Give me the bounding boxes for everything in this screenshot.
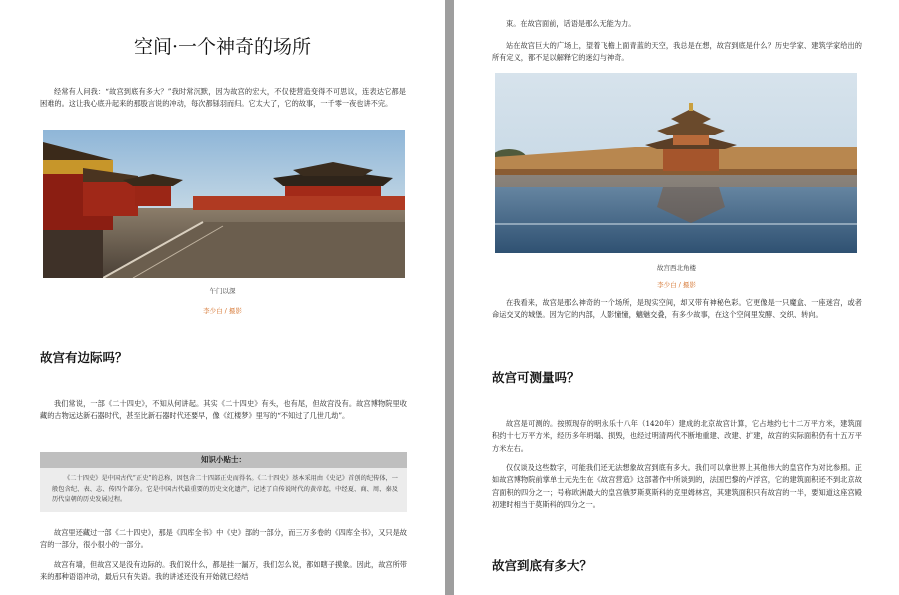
paragraph-square: 站在故宫巨大的广场上，望着飞檐上面青蓝的天空，我总是在想，故宫到底是什么？历史学家、建筑学家给出的所有定义，都不足以解释它的迷幻与神奇。 <box>492 41 862 63</box>
page-title: 空间·一个神奇的场所 <box>133 36 312 58</box>
paragraph-magic-place: 在我看来，故宫是那么神奇的一个场所，是现实空间，却又带有神秘色彩。它更像是一只魔盒、一座迷宫，或者命运交叉的城堡。因为它的内部，人影憧憧，魑魅交叠，有多少故事，在这个空间里发酵、交织、转向。 <box>492 298 862 320</box>
paragraph-measurement: 故宫是可测的。按照现存的明永乐十八年（1420年）建成的北京故宫计算，它占地约七十二万平方米，建筑面积约十七万平方米，经历多年坍塌、损毁，也经过明清两代不断地重建、改建、扩建，故宫的实际面积仍有十五万平方米左右。 <box>492 419 862 453</box>
photo-corner-tower <box>495 73 857 253</box>
paragraph-boundary: 我们常说，一部《二十四史》，不知从何讲起。其实《二十四史》有头，也有尾，但故宫没有。故宫博物院里收藏的古物远达新石器时代，甚至比新石器时代还要早，像《红楼梦》里写的“不知过了几世几劫”。 <box>40 399 407 421</box>
section-heading-how-big: 故宫到底有多大？ <box>492 558 593 573</box>
left-page <box>0 0 445 595</box>
section-heading-measurable: 故宫可测量吗？ <box>492 370 580 385</box>
photo2-credit: 李少白 / 摄影 <box>657 281 696 289</box>
intro-paragraph: 经常有人问我：“故宫到底有多大？”我时常沉默，因为故宫的宏大，不仅使营造变得不可思议，连表达它都是困难的。这让我心底升起来的那股言说的冲动，每次都铩羽而归。它太大了，它的故事，一千零一夜也讲不完。 <box>40 87 406 109</box>
tip-text: 《二十四史》是中国古代“正史”的总称，因包含二十四部正史而得名。《二十四史》基本采用由《史记》首创的纪传体，一般包含纪、表、志、传四个部分。它是中国古代最重要的历史文化遗产，记述了自传说时代的黄帝起，中经夏、商、周、秦及历代皇朝的历史发展过程。 <box>52 475 398 503</box>
paragraph-continuation: 束。在故宫面前，话语是那么无能为力。 <box>506 19 636 28</box>
photo-meridian-gate <box>43 130 405 278</box>
photo1-caption: 午门以深 <box>209 287 236 295</box>
paragraph-comparison: 仅仅谈及这些数字，可能我们还无法想象故宫到底有多大。我们可以拿世界上其他伟大的皇宫作为对比参照。正如故宫博物院前掌单士元先生在《故宫营造》这部著作中所谈到的，法国巴黎的卢浮宫，它的建筑面积还不到北京故宫面积的四分之一；号称欧洲最大的皇宫俄罗斯莫斯科的克里姆林宫，其建筑面积只有故宫的一半，要知道这座宫殿初建时相当于莫斯科的四分之一。 <box>492 463 862 510</box>
paragraph-siku: 故宫里还藏过一部《二十四史》，那是《四库全书》中《史》部的一部分，而三万多卷的《四库全书》，又只是故宫的一部分，很小很小的一部分。 <box>40 528 407 550</box>
photo1-credit: 李少白 / 摄影 <box>203 307 242 315</box>
right-page <box>454 0 899 595</box>
photo2-caption: 故宫西北角楼 <box>657 264 696 272</box>
paragraph-walls: 故宫有墙，但故宫又是没有边际的。我们说什么，都是挂一漏万，我们怎么说，都如瞎子摸象。因此，故宫所带来的那种语语冲动，最后只有失语。我的讲述还没有开始就已经结 <box>40 560 407 582</box>
knowledge-tip-box <box>40 452 407 512</box>
section-heading-boundary: 故宫有边际吗？ <box>40 350 128 365</box>
tip-title: 知识小贴士： <box>40 452 407 468</box>
